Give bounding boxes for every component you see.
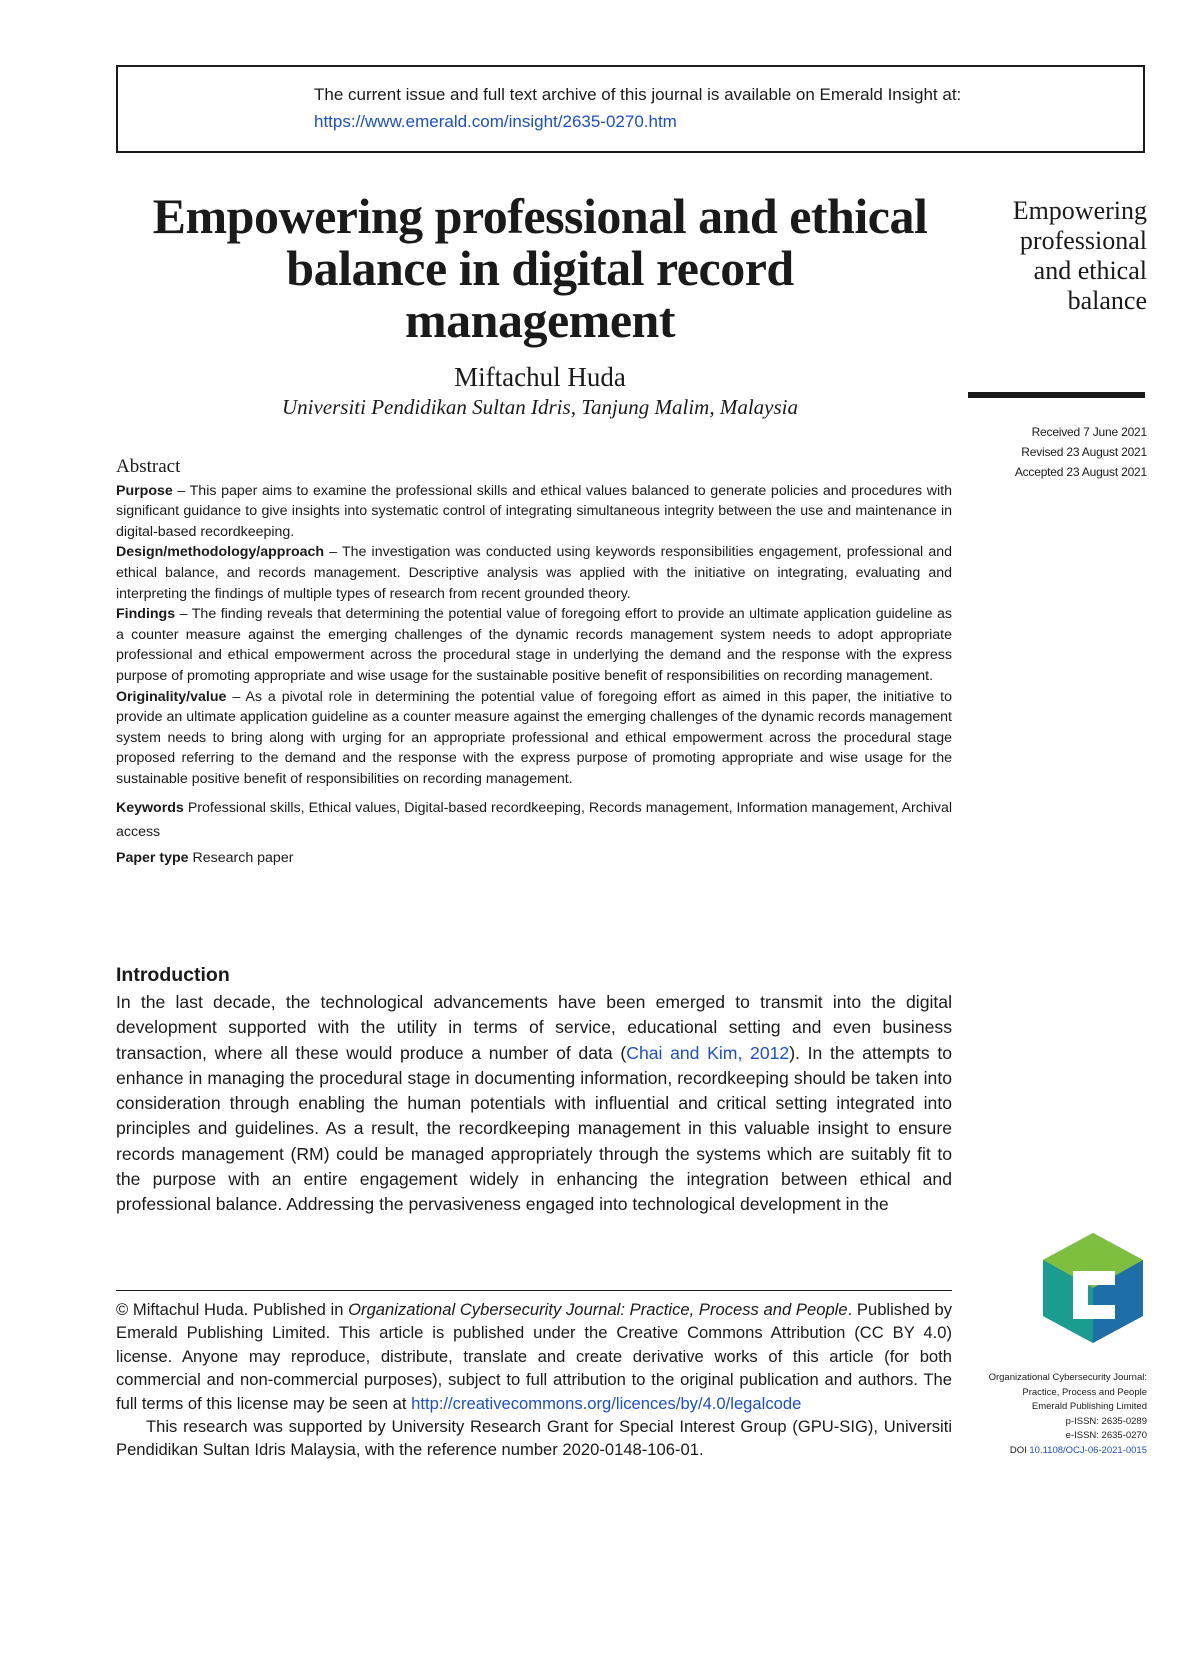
running-head-line: balance — [1067, 286, 1147, 315]
article-title: Empowering professional and ethical balance in digital record management — [152, 188, 928, 348]
accepted-date: Accepted 23 August 2021 — [1014, 465, 1147, 479]
margin-rule — [968, 392, 1145, 398]
citation-link[interactable]: Chai and Kim, 2012 — [626, 1042, 790, 1063]
archive-notice-box — [116, 65, 1145, 153]
journal-name-italic: Organizational Cybersecurity Journal: Practice, Process and People — [348, 1300, 848, 1319]
emerald-logo-icon — [1043, 1233, 1143, 1343]
abstract-originality — [116, 687, 952, 790]
intro-text-after-cite: ). In the attempts to enhance in managing the procedural stage in documenting information, recordkeeping should be taken into consideration through enabling the human potentials with influential and critical setting integrated into principles and guidelines. As a result, the recordkeeping management in this valuable insight to ensure records management (RM) could be managed appropriately through the systems which are suitably fit to the purpose with an entire engagement widely in enhancing the integration between ethical and professional balance. Addressing the pervasiveness engaged into technological development in the — [116, 1042, 953, 1215]
running-head-line: Empowering — [1012, 196, 1147, 225]
abstract-section — [116, 457, 952, 868]
doi-link[interactable]: 10.1108/OCJ-06-2021-0015 — [1029, 1444, 1147, 1456]
journal-info-pissn: p-ISSN: 2635-0289 — [1065, 1415, 1147, 1427]
journal-info-eissn: e-ISSN: 2635-0270 — [1065, 1430, 1147, 1441]
abstract-design — [116, 542, 952, 604]
footnote-section — [116, 1298, 952, 1462]
originality-label: Originality/value — [116, 688, 227, 705]
intro-text-before-cite: In the last decade, the technological advancements have been emerged to transmit into the digital development supported with the utility in terms of service, educational setting and even business transaction, where all these would produce a number of data ( — [116, 992, 952, 1063]
copyright-rest: . Published by Emerald Publishing Limited. This article is published under the Creative Commons Attribution (CC BY 4.0) license. Anyone may reproduce, distribute, translate and create derivative works of this article (for both commercial and non-commercial purposes), subject to full attribution to the original publication and authors. The full terms of this license may be seen at — [116, 1300, 952, 1413]
revised-date: Revised 23 August 2021 — [1021, 445, 1147, 459]
paper-type-text: Research paper — [188, 849, 294, 866]
paper-type — [116, 848, 952, 869]
findings-label: Findings — [116, 606, 176, 623]
keywords-label: Keywords — [116, 799, 184, 816]
abstract-findings — [116, 604, 952, 686]
article-dates — [960, 422, 1147, 482]
abstract-heading: Abstract — [116, 456, 181, 477]
design-label: Design/methodology/approach — [116, 544, 325, 561]
archive-url-link[interactable]: https://www.emerald.com/insight/2635-0270.htm — [314, 112, 677, 131]
running-head-line: and ethical — [1033, 256, 1147, 285]
findings-text: – The finding reveals that determining the potential value of foregoing effort to provide an ultimate application guideline as a counter measure against the emerging challenges of the dynamic records management system needs to adopt appropriate professional and ethical empowerment across the procedural stage in underlying the demand and the response with the express purpose of promoting appropriate and wise usage for the sustainable positive benefit of responsibilities on recording management. — [116, 606, 952, 684]
paper-type-label: Paper type — [116, 849, 189, 866]
journal-info-publisher: Emerald Publishing Limited — [1031, 1401, 1147, 1412]
journal-info — [960, 1371, 1147, 1458]
copyright-prefix: © Miftachul Huda. Published in — [116, 1300, 349, 1319]
author-name: Miftachul Huda — [454, 362, 626, 392]
copyright-note — [116, 1298, 952, 1415]
introduction-heading: Introduction — [116, 964, 230, 986]
design-text: – The investigation was conducted using keywords responsibilities engagement, professional and ethical balance, and records management. Descriptive analysis was applied with the initiative on integrating, evaluating and interpreting the findings of multiple types of research from recent grounded theory. — [116, 544, 952, 602]
doi-label: DOI — [1009, 1444, 1030, 1456]
received-date: Received 7 June 2021 — [1031, 425, 1147, 439]
journal-info-doi — [960, 1444, 1147, 1459]
funding-note: This research was supported by University Research Grant for Special Interest Group (GPU-SIG), Universiti Pendidikan Sultan Idris Malaysia, with the reference number 2020-0148-106-01. — [116, 1417, 952, 1460]
author-affiliation: Universiti Pendidikan Sultan Idris, Tanjung Malim, Malaysia — [281, 395, 799, 419]
originality-text: – As a pivotal role in determining the potential value of foregoing effort as aimed in this paper, the initiative to provide an ultimate application guideline as a counter measure against the emerging challenges of the dynamic records management system needs to bring along with urging for an appropriate professional and ethical empowerment across the procedural stage proposed referring to the demand and the response with the express purpose of promoting appropriate and wise usage for the sustainable positive benefit of responsibilities on recording management. — [116, 688, 952, 787]
keywords — [116, 796, 952, 844]
abstract-purpose — [116, 481, 952, 543]
introduction-body — [116, 990, 952, 1218]
running-head-line: professional — [1019, 226, 1147, 255]
keywords-text: Professional skills, Ethical values, Digital-based recordkeeping, Records management, Information management, Archival access — [116, 799, 952, 840]
archive-notice-text: The current issue and full text archive of this journal is available on Emerald Insight at: — [314, 85, 962, 104]
license-link[interactable]: http://creativecommons.org/licences/by/4.0/legalcode — [411, 1393, 802, 1413]
running-head — [960, 196, 1147, 316]
journal-info-name: Organizational Cybersecurity Journal: Practice, Process and People — [988, 1372, 1147, 1398]
purpose-label: Purpose — [116, 482, 173, 499]
purpose-text: – This paper aims to examine the professional skills and ethical values balanced to generate policies and procedures with significant guidance to give insights into systematic control of integrating simultaneous integrity between the use and maintenance in digital-based recordkeeping. — [116, 482, 952, 540]
footnote-rule — [116, 1290, 952, 1291]
